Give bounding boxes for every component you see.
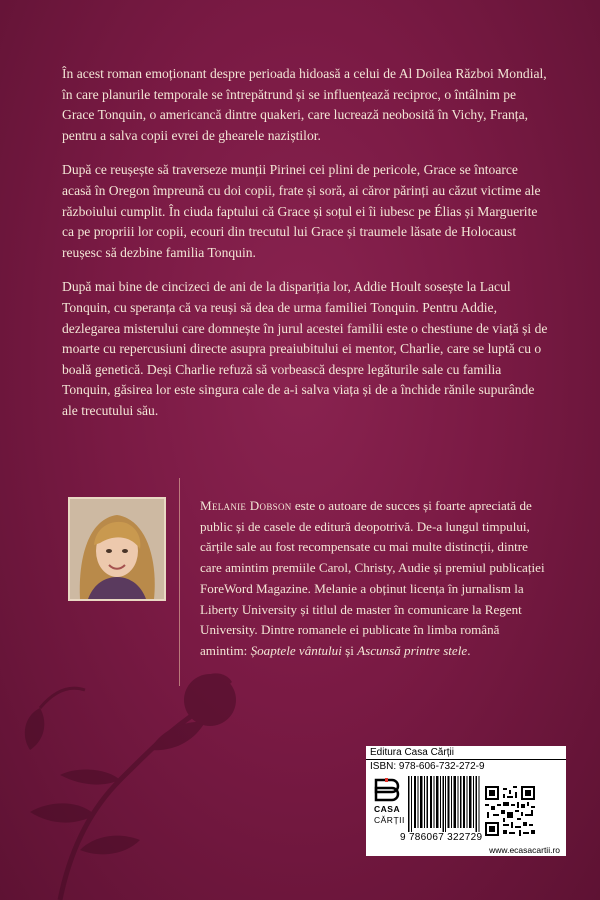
author-bio [200, 496, 550, 662]
publisher-logo [372, 778, 405, 832]
book-logo-icon [372, 778, 402, 804]
book-synopsis [62, 64, 548, 436]
barcode-digits: 9 786067 322729 [400, 832, 483, 843]
book-title-2: Ascunsă printre stele [357, 642, 468, 658]
author-name: Melanie Dobson [200, 498, 292, 513]
isbn-label: ISBN: 978-606-732-272-9 [370, 761, 485, 772]
vertical-divider [179, 478, 180, 686]
author-photo [68, 497, 166, 601]
qr-code-icon [485, 786, 535, 836]
publisher-barcode-box [366, 746, 566, 856]
logo-text-cartii: CĂRȚII [374, 815, 405, 825]
period: . [467, 642, 471, 658]
publisher-website: www.ecasacartii.ro [489, 845, 560, 855]
synopsis-paragraph: După ce reușește să traverseze munții Pirinei cei plini de pericole, Grace se întoarce acasă în Oregon împreună cu doi copii, frate și soră, ai căror părinți au căzut victime ale războiului cumplit. În ciuda faptului că Grace și soțul ei îi iubesc pe Élias și Marguerite ca pe propriii lor copii, ecouri din trecutul lui Grace și traumele lăsate de Holocaust reușesc să dezbine familia Tonquin. [62, 162, 541, 260]
synopsis-paragraph: În acest roman emoționant despre perioada hidoasă a celui de Al Doilea Război Mondial, în care planurile temporale se întrepătrund și se influențează reciproc, o întâlnim pe Grace Tonquin, o americancă dintre quakeri, care lucrează neobosită în Vichy, Franța, pentru a salva copii evrei de ghearele naziștilor. [62, 66, 547, 143]
author-bio-text: este o autoare de succes și foarte apreciată de public și de casele de editură deopotrivă. De-a lungul timpului, cărțile sale au fost recompensate cu mai multe distincții, dintre care amintim premiile Carol, Christy, Audie și premiul publicației ForeWord Magazine. Melanie a obținut licența în jurnalism la Liberty University și titlul de master în comunicare la Regent University. Dintre romanele ei publicate în limba română amintim: [200, 498, 545, 658]
conjunction: și [341, 642, 358, 658]
publisher-name: Editura Casa Cărții [366, 746, 566, 760]
barcode-icon [408, 776, 480, 832]
synopsis-paragraph: După mai bine de cincizeci de ani de la dispariția lor, Addie Hoult sosește la Lacul Tonquin, cu speranța că va reuși să dea de urma familiei Tonquin. Pentru Addie, dezlegarea misterului care domnește în jurul acestei familii este o chestiune de viață și de moarte cu repercusiuni directe asupra preaiubitului ei mentor, Charlie, care se luptă cu o boală genetică. Deși Charlie refuză să vorbească despre legăturile sale cu familia Tonquin, găsirea lor este singura cale de a-i salva viața și de a închide rănile supurânde ale trecutului său. [62, 279, 548, 418]
logo-text-casa: CASA [374, 804, 401, 814]
book-title-1: Șoaptele vântului [250, 642, 342, 658]
